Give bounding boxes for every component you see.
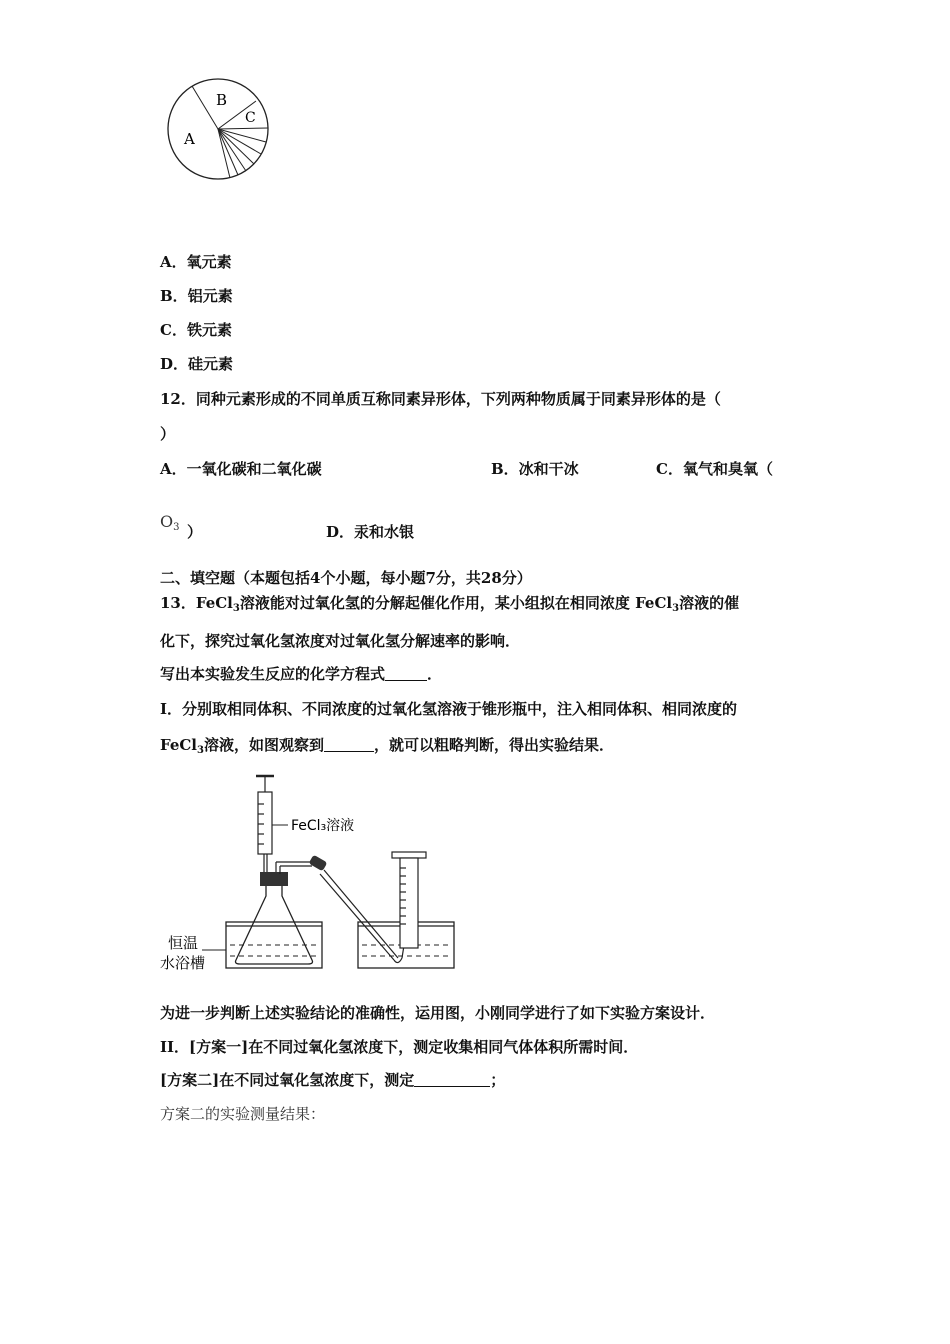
q12-option-c[interactable]: C．氧气和臭氧（ [656,460,773,478]
rubber-tube [309,855,328,872]
option-text: 硅元素 [188,355,234,373]
pie-slice-boundary [192,86,218,129]
answer-blank-observation[interactable] [324,737,374,752]
apparatus-figure [160,770,460,980]
q13-line1 [160,593,739,619]
answer-blank-equation[interactable] [385,666,427,681]
option-key: C． [160,321,187,339]
pie-label-b: B [216,91,228,109]
option-text: 氧元素 [186,253,232,271]
q13-line5 [160,735,614,761]
q13-text: 溶液能对过氧化氢的分解起催化作用，某小组拟在相同浓度 FeCl [239,594,673,612]
ozone-subscript: 3 [173,522,180,533]
water-bath-left [226,922,322,968]
element-pie-chart [160,76,280,191]
q12-stem-line2: ） [160,425,176,443]
option-b[interactable] [160,286,233,306]
option-text: 铝元素 [187,287,233,305]
q13-line4: I．分别取相同体积、不同浓度的过氧化氢溶液于锥形瓶中，注入相同体积、相同浓度的 [160,700,738,718]
q12-option-b[interactable]: B．冰和干冰 [491,460,579,478]
q12-stem-line1: 12．同种元素形成的不同单质互称同素异形体，下列两种物质属于同素异形体的是（ [160,390,721,408]
pie-label-a: A [184,130,195,148]
subscript: 3 [197,745,204,756]
q13-text: ，就可以粗略判断，得出实验结果． [374,736,615,754]
option-d[interactable] [160,354,233,374]
q13-line3 [160,664,442,684]
syringe [256,776,274,872]
subscript: 3 [672,603,680,614]
option-key: A． [160,253,187,271]
q13-text: 13．FeCl [160,594,233,612]
conical-flask [236,886,313,964]
q12-option-a[interactable]: A．一氧化碳和二氧化碳 [160,460,322,478]
pie-slice-boundary [218,128,268,129]
subscript: 3 [232,603,240,614]
q12-option-c-close: ） [187,523,203,541]
flask-stopper [260,872,288,886]
bath-label-2: 水浴槽 [160,954,206,972]
delivery-tube [276,862,408,963]
answer-blank-measure[interactable] [414,1072,490,1087]
followup-line2: II．[方案一]在不同过氧化氢浓度下，测定收集相同气体体积所需时间． [160,1038,639,1056]
followup-line3 [160,1070,505,1090]
option-a[interactable] [160,252,232,272]
followup-line4: 方案二的实验测量结果： [160,1105,326,1123]
ozone-symbol: O [160,512,174,531]
q13-text: ． [427,665,443,683]
option-c[interactable] [160,320,232,340]
q13-text: 溶液，如图观察到 [203,736,324,754]
followup-text: [方案二]在不同过氧化氢浓度下，测定 [160,1071,415,1089]
q13-text: 溶液的催 [679,594,740,612]
bath-label-1: 恒温 [168,934,199,952]
ozone-formula [160,512,180,538]
pie-label-c: C [245,110,256,126]
followup-text: ； [490,1071,506,1089]
option-key: D． [160,355,189,373]
q13-line2: 化下，探究过氧化氢浓度对过氧化氢分解速率的影响． [160,632,521,650]
measuring-cylinder [392,852,426,948]
option-key: B． [160,287,188,305]
section-heading: 二、填空题（本题包括4个小题，每小题7分，共28分） [160,569,532,587]
reagent-label: FeCl₃溶液 [291,818,355,834]
q13-text: FeCl [160,736,198,754]
followup-line1: 为进一步判断上述实验结论的准确性，运用图，小刚同学进行了如下实验方案设计． [160,1004,716,1022]
q13-text: 写出本实验发生反应的化学方程式 [160,665,386,683]
q12-option-d[interactable]: D．汞和水银 [326,523,415,541]
option-text: 铁元素 [186,321,232,339]
